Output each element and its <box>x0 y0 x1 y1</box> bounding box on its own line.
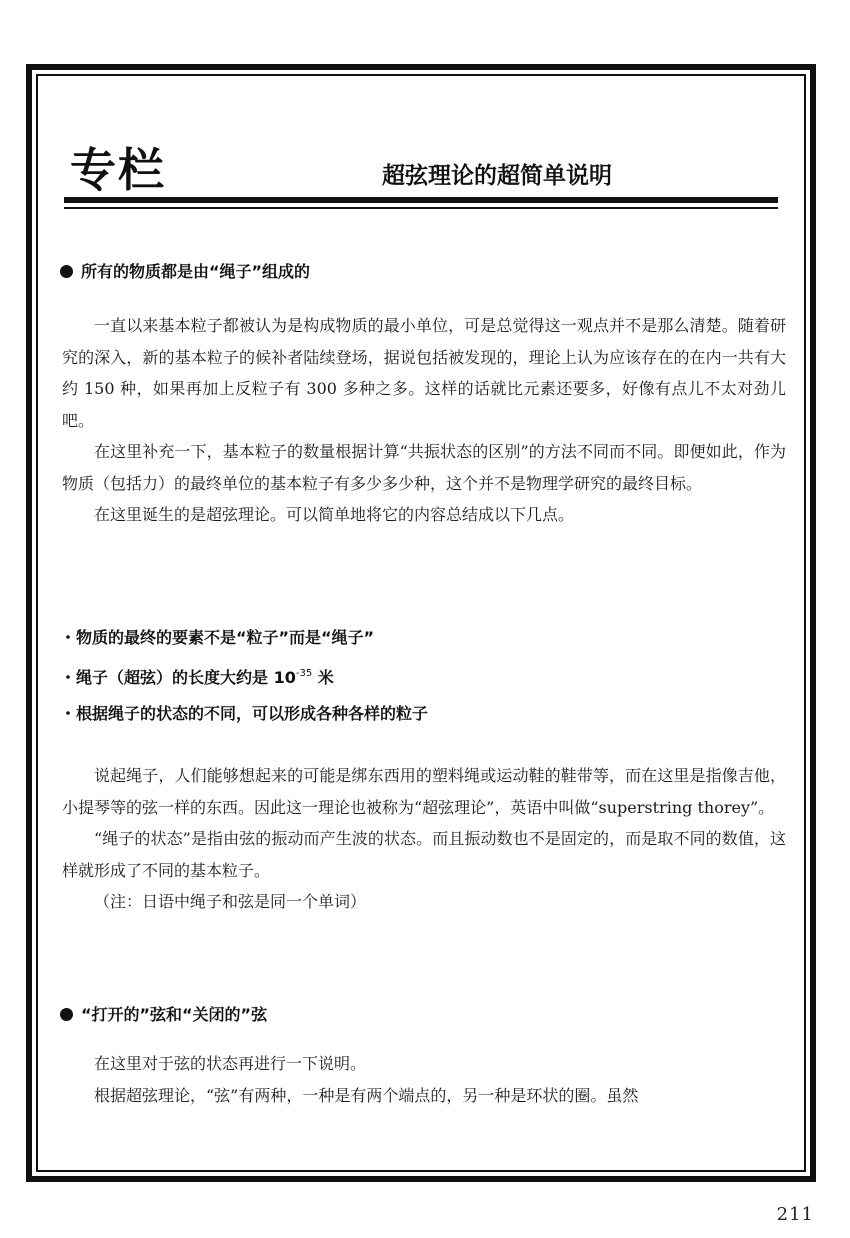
bullet-dot-icon <box>60 265 73 278</box>
paragraph: “绳子的状态”是指由弦的振动而产生波的状态。而且振动数也不是固定的，而是取不同的数值，这样就形成了不同的基本粒子。 <box>62 829 786 880</box>
paragraph: 在这里诞生的是超弦理论。可以简单地将它的内容总结成以下几点。 <box>94 505 575 524</box>
header-rule-thin <box>64 207 778 209</box>
section1-body <box>62 310 786 531</box>
header-rule-thick <box>64 197 778 203</box>
key-point-2-exponent: -35 <box>295 668 313 679</box>
paragraph: 说起绳子，人们能够想起来的可能是绑东西用的塑料绳或运动鞋的鞋带等，而在这里是指像吉他，小提琴等的弦一样的东西。因此这一理论也被称为“超弦理论”，英语中叫做“superstring thorey”。 <box>62 766 786 817</box>
section-heading-2 <box>60 1003 267 1027</box>
section1-continued-body <box>62 760 786 918</box>
column-title: 超弦理论的超简单说明 <box>382 163 612 189</box>
paragraph: 一直以来基本粒子都被认为是构成物质的最小单位，可是总觉得这一观点并不是那么清楚。随着研究的深入，新的基本粒子的候补者陆续登场，据说包括被发现的，理论上认为应该存在的在内一共有大约 150 种，如果再加上反粒子有 300 多种之多。这样的话就比元素还要多，好像有点儿不太对劲儿吧。 <box>62 316 786 430</box>
paragraph: 根据超弦理论，“弦”有两种，一种是有两个端点的，另一种是环状的圈。虽然 <box>94 1085 639 1105</box>
key-points-list <box>60 620 784 732</box>
column-label: 专栏 <box>70 143 166 197</box>
section-heading-1 <box>60 260 310 284</box>
key-point-2-prefix: ・绳子（超弦）的长度大约是 10 <box>60 668 296 687</box>
paragraph: 在这里对于弦的状态再进行一下说明。 <box>94 1054 367 1073</box>
section-heading-text: “打开的”弦和“关闭的”弦 <box>81 1005 268 1024</box>
section-heading-text: 所有的物质都是由“绳子”组成的 <box>81 262 311 281</box>
key-point-1: ・物质的最终的要素不是“粒子”而是“绳子” <box>60 628 375 647</box>
key-point-2-suffix: 米 <box>312 668 334 687</box>
paragraph: 在这里补充一下，基本粒子的数量根据计算“共振状态的区别”的方法不同而不同。即便如此，作为物质（包括力）的最终单位的基本粒子有多少多少种，这个并不是物理学研究的最终目标。 <box>62 442 786 493</box>
page-number: 211 <box>776 1204 814 1225</box>
paragraph: （注：日语中绳子和弦是同一个单词） <box>94 892 367 911</box>
key-point-2 <box>60 656 784 696</box>
key-point-3: ・根据绳子的状态的不同，可以形成各种各样的粒子 <box>60 704 429 723</box>
section2-body <box>62 1048 786 1111</box>
bullet-dot-icon <box>60 1008 73 1021</box>
